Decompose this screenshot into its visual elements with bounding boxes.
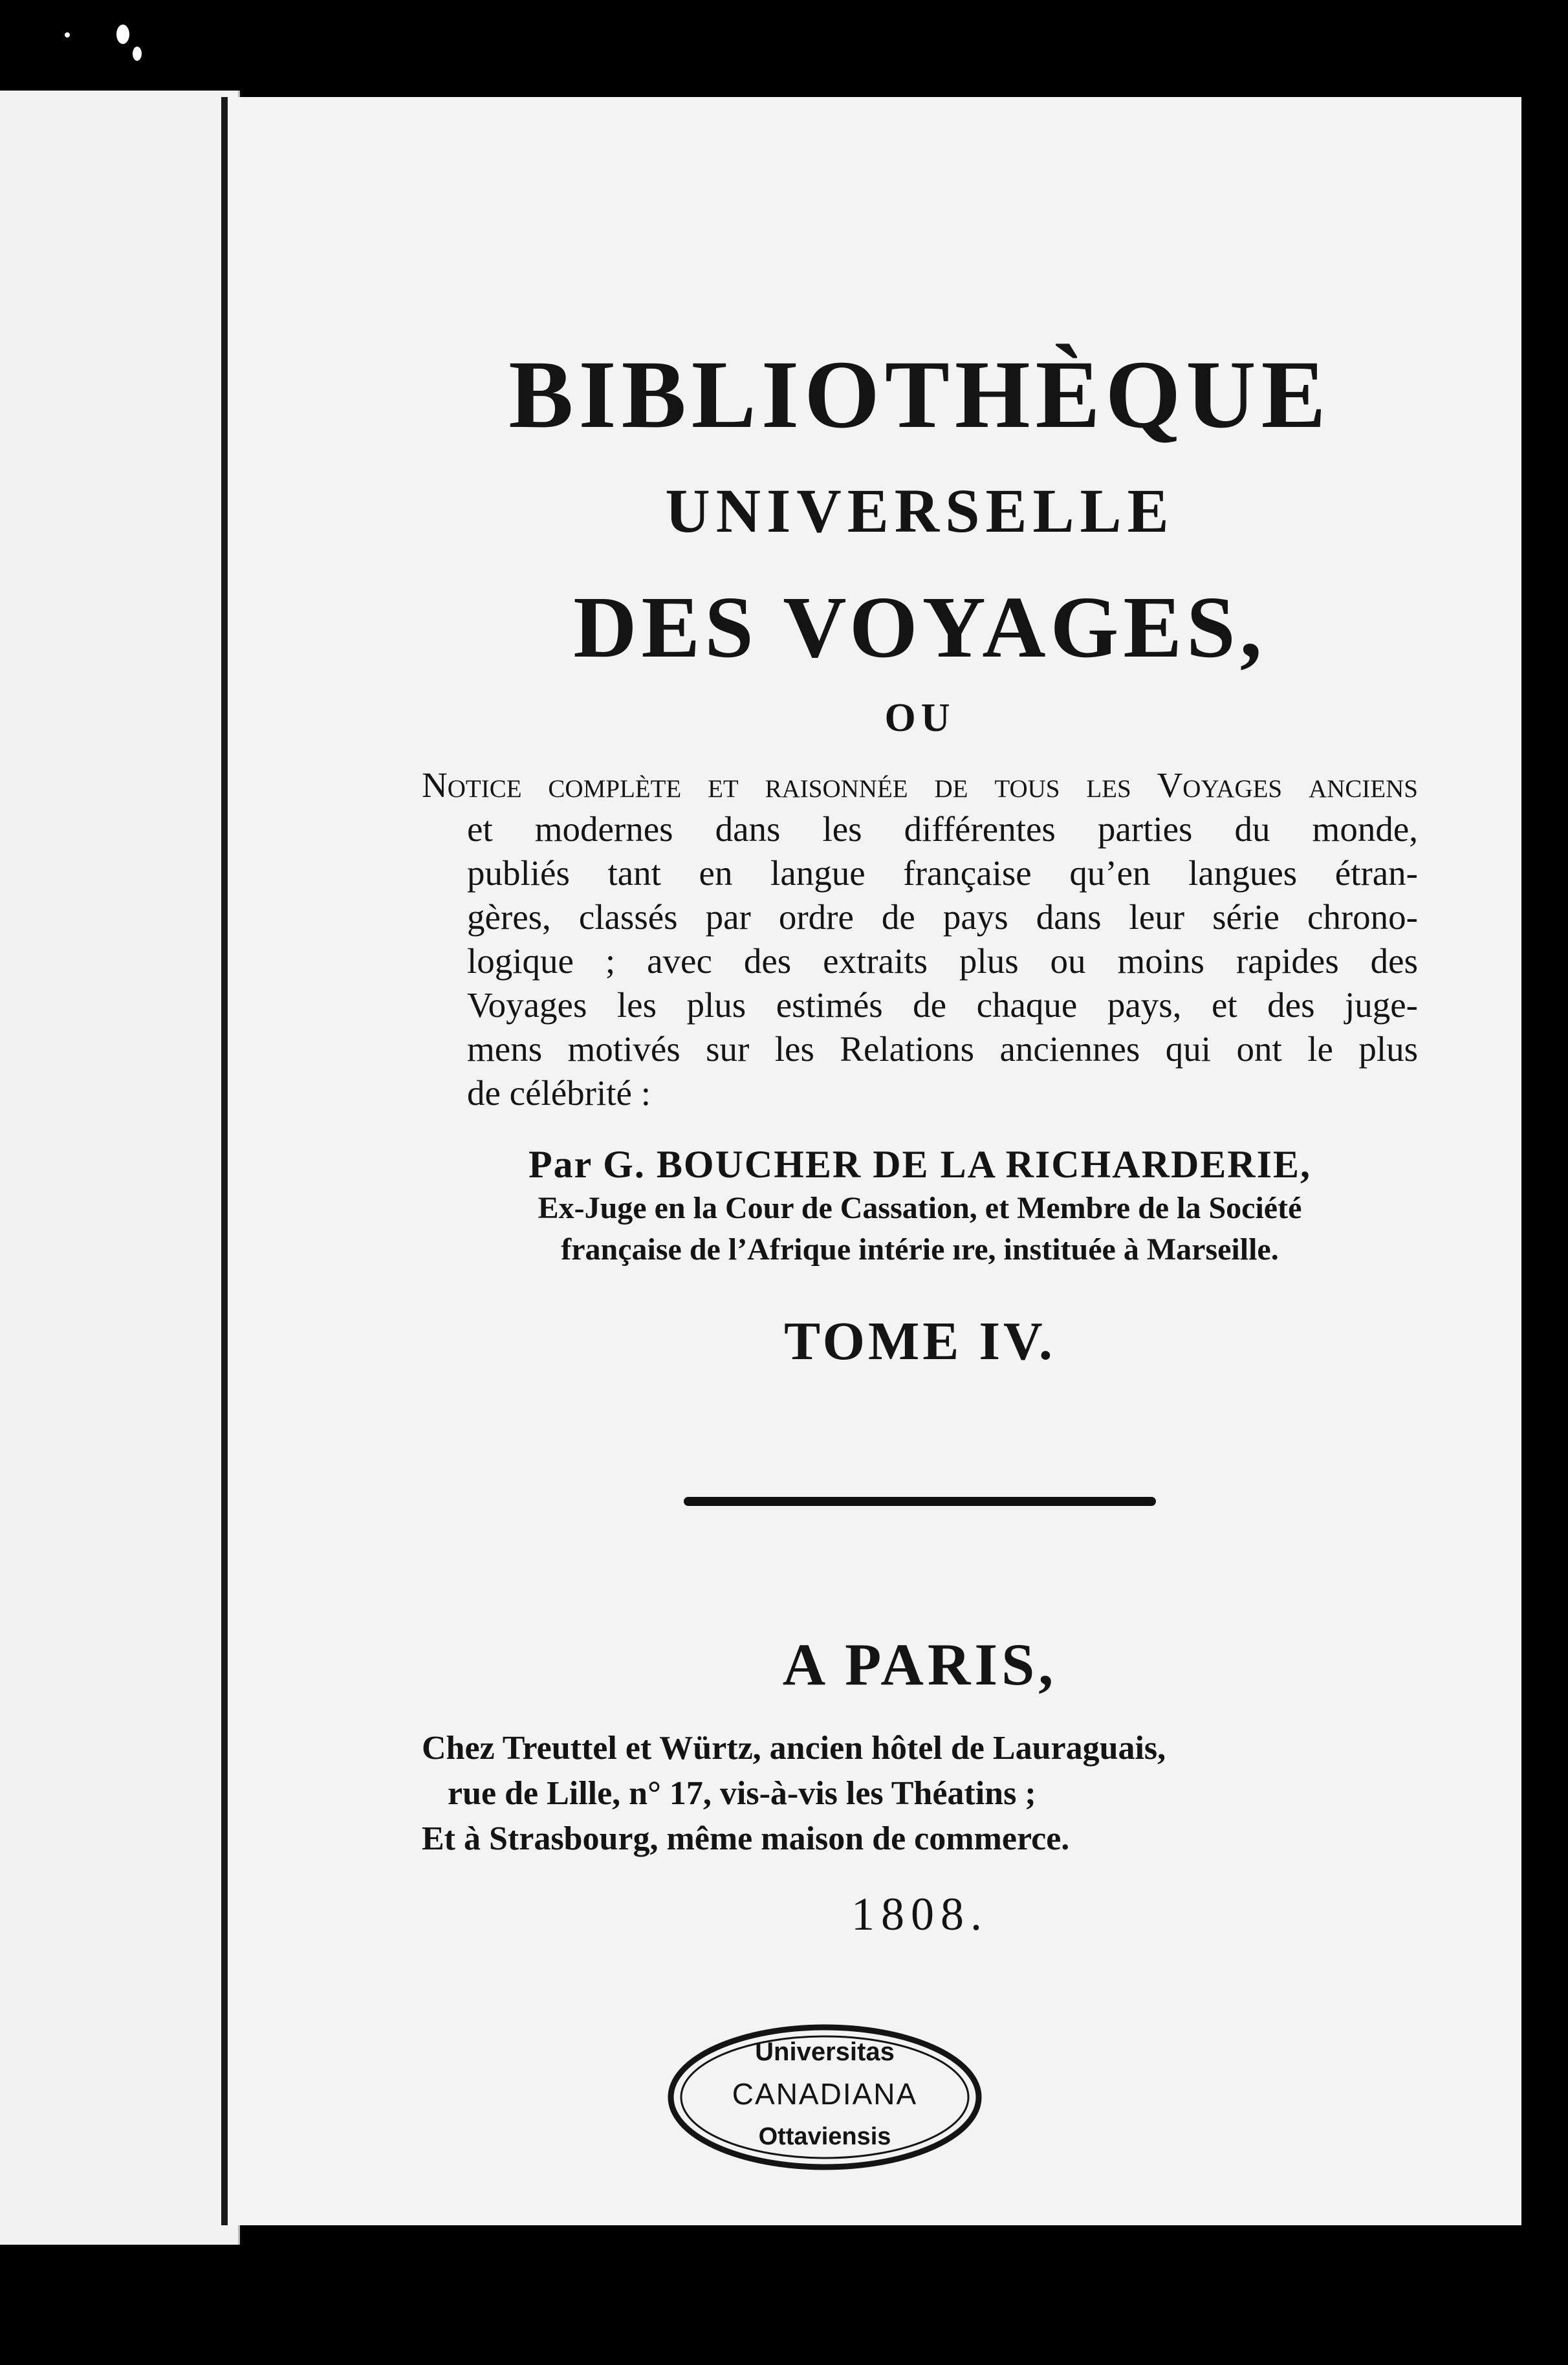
imprint-block [422,1726,1418,1862]
scan-speck [65,32,70,38]
description-line-3: publiés tant en langue française qu’en langues étran- [467,853,1418,893]
decorative-rule [684,1497,1156,1506]
title-ou: OU [884,696,955,740]
description-line-1: Notice complète et raisonnée de tous les Voyages anciens [422,765,1418,805]
author-affiliation-line-1: Ex-Juge en la Cour de Cassation, et Membre de la Société [538,1191,1302,1225]
imprint-year: 1808. [851,1888,988,1940]
description-line-6: Voyages les plus estimés de chaque pays, et des juge- [467,985,1418,1025]
description-line-4: gères, classés par ordre de pays dans leur série chrono- [467,897,1418,937]
title-page-content [422,246,1418,1941]
title-line-1: BIBLIOTHÈQUE [508,341,1331,448]
imprint-line-3: Et à Strasbourg, même maison de commerce. [422,1820,1070,1857]
title-page [221,97,1521,2225]
stamp-line-1: Universitas [755,2038,895,2066]
description-line-2: et modernes dans les différentes parties du monde, [467,809,1418,849]
scan-speck [116,25,129,44]
title-line-3: DES VOYAGES, [573,579,1267,676]
scan-speck [133,47,142,61]
author-line [422,1141,1418,1188]
stamp-line-3: Ottaviensis [758,2123,891,2150]
facing-page-edge [0,91,240,2245]
title-line-2: UNIVERSELLE [665,476,1175,545]
volume-number: TOME IV. [784,1311,1056,1371]
author-name: Par G. BOUCHER DE LA RICHARDERIE, [528,1143,1311,1186]
description-line-7: mens motivés sur les Relations anciennes qui ont le plus [467,1029,1418,1069]
author-affiliation-line-2: française de l’Afrique intérie ıre, instituée à Marseille. [561,1232,1279,1267]
imprint-place: A PARIS, [782,1631,1058,1697]
description-block [422,763,1418,1115]
imprint-line-2: rue de Lille, n° 17, vis-à-vis les Théatins ; [448,1775,1036,1812]
stamp-line-2: CANADIANA [732,2077,918,2111]
description-line-5: logique ; avec des extraits plus ou moins rapides des [467,941,1418,981]
imprint-line-1: Chez Treuttel et Würtz, ancien hôtel de Lauraguais, [422,1730,1166,1767]
description-line-8: de célébrité : [467,1073,651,1113]
library-stamp [663,2022,986,2174]
